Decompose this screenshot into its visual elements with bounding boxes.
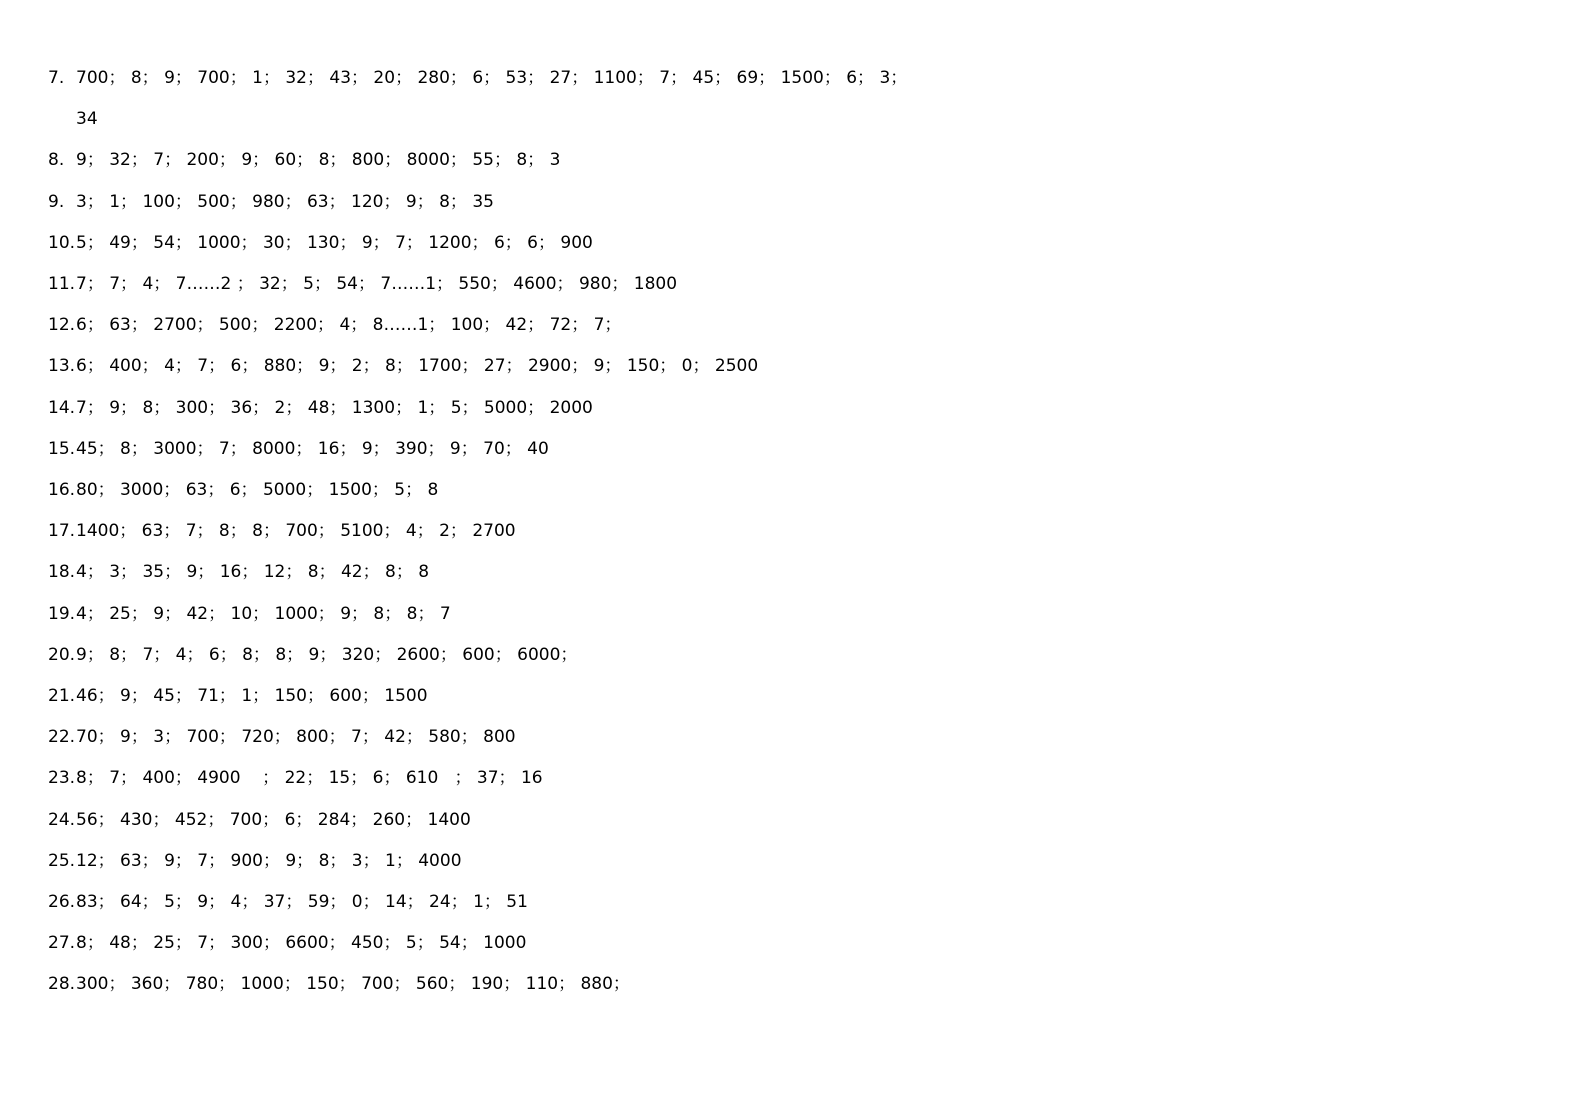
item-number: 9. (48, 191, 65, 212)
item-number: 19. (48, 603, 76, 624)
answer-line: 12； 63； 9； 7； 900； 9； 8； 3； 1； 4000 (76, 850, 462, 871)
item-number: 17. (48, 521, 76, 542)
answer-line: 7； 9； 8； 300； 36； 2； 48； 1300； 1； 5； 5000； 2000 (76, 397, 593, 418)
item-number: 24. (48, 809, 76, 830)
answer-line: 9； 32； 7； 200； 9； 60； 8； 800； 8000； 55； 8； 3 (76, 150, 561, 171)
answer-item (48, 635, 907, 676)
answer-line: 83； 64； 5； 9； 4； 37； 59； 0； 14； 24； 1； 51 (76, 892, 528, 913)
item-answers (76, 841, 462, 882)
answer-item (48, 429, 907, 470)
answer-item (48, 223, 907, 264)
answer-line: 4； 3； 35； 9； 16； 12； 8； 42； 8； 8 (76, 562, 430, 583)
answer-item (48, 346, 907, 387)
item-number: 13. (48, 356, 76, 377)
answer-line: 5； 49； 54； 1000； 30； 130； 9； 7； 1200； 6； 6； 900 (76, 232, 593, 253)
answer-item (48, 470, 907, 511)
item-number: 8. (48, 150, 65, 171)
item-answers (76, 511, 516, 552)
item-number: 28. (48, 974, 76, 995)
item-answers (76, 882, 528, 923)
item-number: 20. (48, 644, 76, 665)
answer-line: 3； 1； 100； 500； 980； 63； 120； 9； 8； 35 (76, 191, 494, 212)
item-number: 25. (48, 850, 76, 871)
item-answers (76, 58, 907, 140)
item-answers (76, 388, 593, 429)
item-number: 22. (48, 727, 76, 748)
answer-line: 700； 8； 9； 700； 1； 32； 43； 20； 280； 6； 53； 27； 1100； 7； 45； 69； 1500； 6； 3； (76, 68, 908, 88)
item-answers (76, 346, 758, 387)
answer-line: 6； 63； 2700； 500； 2200； 4； 8……1； 100； 42； 72； 7； (76, 315, 622, 336)
answer-line: 70； 9； 3； 700； 720； 800； 7； 42； 580； 800 (76, 727, 516, 748)
item-answers (76, 140, 560, 181)
answer-item (48, 923, 907, 964)
answer-line: 8； 7； 400； 4900 ； 22； 15； 6； 610 ； 37； 16 (76, 768, 543, 789)
answer-line: 80； 3000； 63； 6； 5000； 1500； 5； 8 (76, 480, 439, 501)
answer-item (48, 511, 907, 552)
answer-item (48, 594, 907, 635)
answer-line: 4； 25； 9； 42； 10； 1000； 9； 8； 8； 7 (76, 603, 451, 624)
answer-item (48, 58, 907, 140)
item-answers (76, 552, 429, 593)
answer-line: 56； 430； 452； 700； 6； 284； 260； 1400 (76, 809, 471, 830)
answer-item (48, 264, 907, 305)
item-number: 10. (48, 232, 76, 253)
answer-item (48, 388, 907, 429)
answer-item (48, 800, 907, 841)
item-answers (76, 305, 621, 346)
item-answers (76, 182, 494, 223)
answer-item (48, 841, 907, 882)
answer-line: 9； 8； 7； 4； 6； 8； 8； 9； 320； 2600； 600； 6000； (76, 644, 578, 665)
item-answers (76, 264, 677, 305)
answer-line: 300； 360； 780； 1000； 150； 700； 560； 190； 110； 880； (76, 974, 630, 995)
item-number: 18. (48, 562, 76, 583)
item-answers (76, 758, 543, 799)
answer-item (48, 676, 907, 717)
item-answers (76, 429, 549, 470)
answer-line: 6； 400； 4； 7； 6； 880； 9； 2； 8； 1700； 27； 2900； 9； 150； 0； 2500 (76, 356, 759, 377)
answer-item (48, 717, 907, 758)
item-answers (76, 800, 471, 841)
answer-item (48, 882, 907, 923)
item-number: 14. (48, 397, 76, 418)
answer-item (48, 552, 907, 593)
answer-line: 8； 48； 25； 7； 300； 6600； 450； 5； 54； 1000 (76, 933, 527, 954)
item-number: 7. (48, 68, 65, 88)
answer-item (48, 964, 907, 1005)
item-answers (76, 470, 438, 511)
item-answers (76, 635, 577, 676)
answer-item (48, 140, 907, 181)
item-answers (76, 964, 630, 1005)
answer-item (48, 758, 907, 799)
answer-item (48, 182, 907, 223)
item-answers (76, 923, 526, 964)
item-number: 21. (48, 686, 76, 707)
item-answers (76, 594, 451, 635)
item-number: 11. (48, 274, 76, 295)
item-number: 26. (48, 892, 76, 913)
item-number: 16. (48, 480, 76, 501)
answer-list (48, 58, 907, 1006)
item-answers (76, 676, 428, 717)
answer-line: 45； 8； 3000； 7； 8000； 16； 9； 390； 9； 70； 40 (76, 438, 549, 459)
item-answers (76, 717, 516, 758)
item-number: 12. (48, 315, 76, 336)
answer-item (48, 305, 907, 346)
item-answers (76, 223, 593, 264)
answer-line: 34 (76, 109, 98, 130)
item-number: 27. (48, 933, 76, 954)
item-number: 15. (48, 438, 76, 459)
item-number: 23. (48, 768, 76, 789)
answer-line: 7； 7； 4； 7……2 ； 32； 5； 54； 7……1； 550； 4600； 980； 1800 (76, 274, 678, 295)
answer-line: 46； 9； 45； 71； 1； 150； 600； 1500 (76, 686, 428, 707)
answer-line: 1400； 63； 7； 8； 8； 700； 5100； 4； 2； 2700 (76, 521, 516, 542)
